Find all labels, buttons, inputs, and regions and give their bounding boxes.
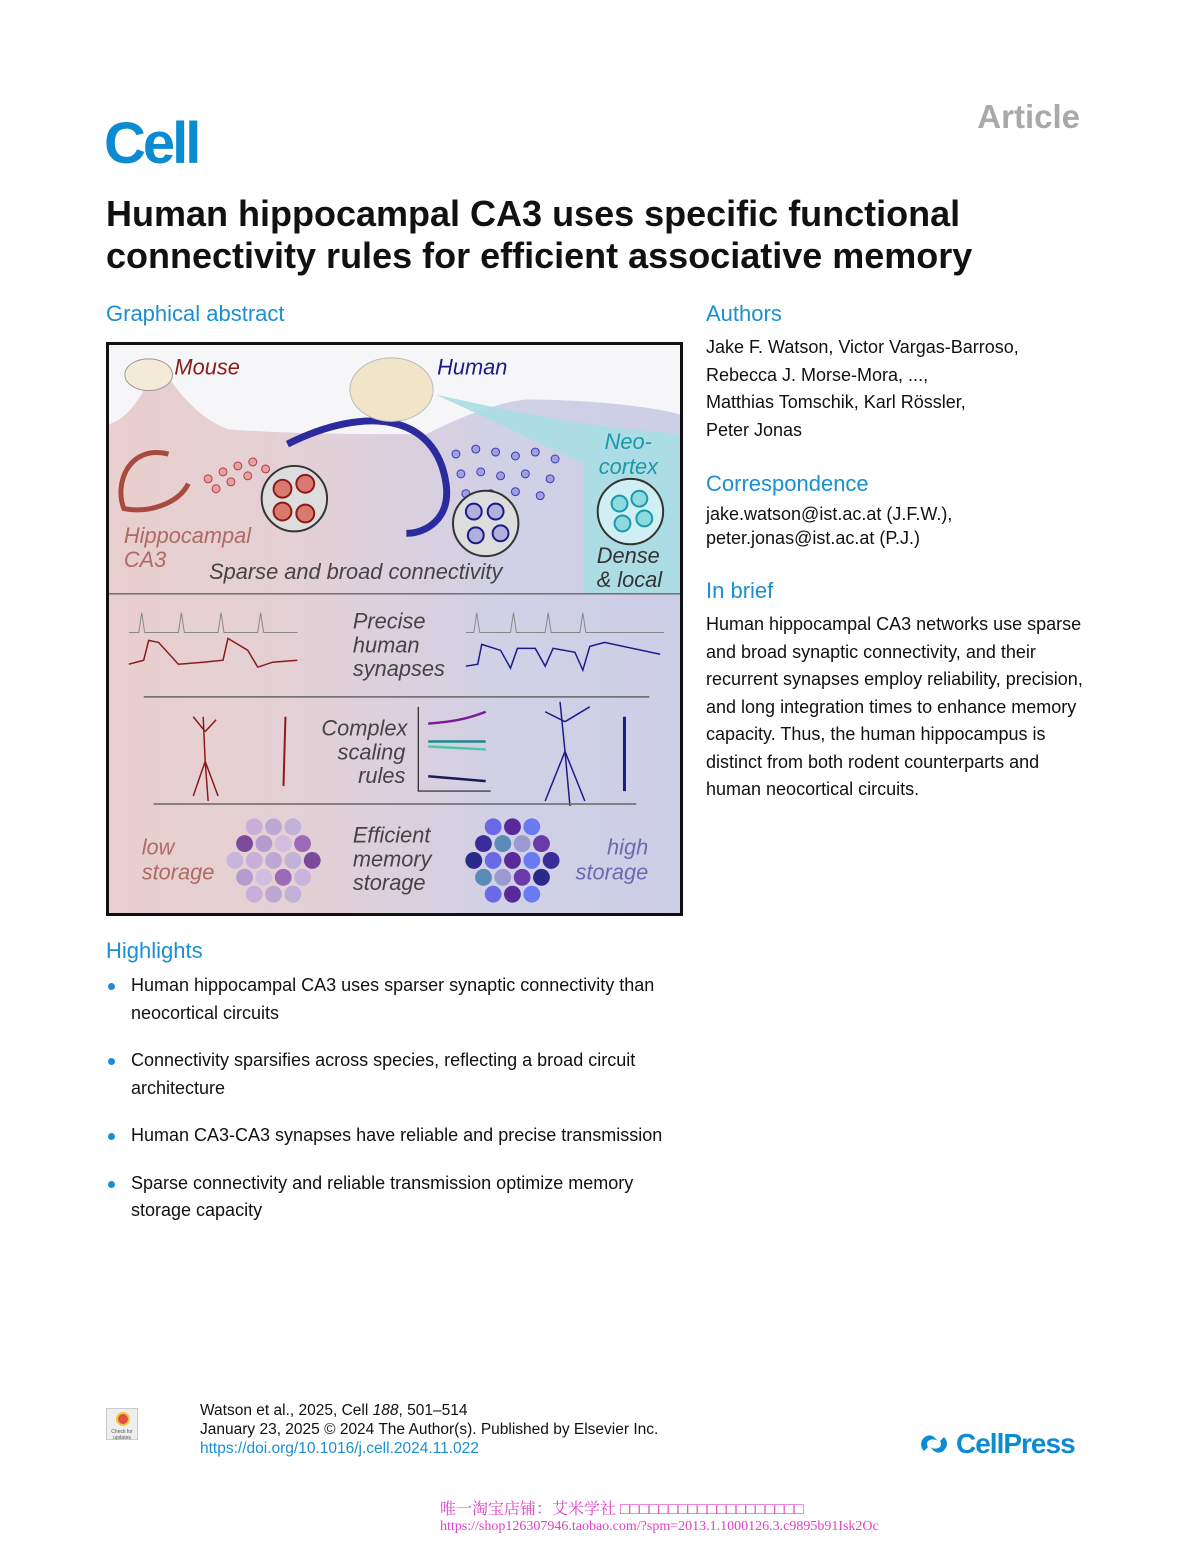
memory-dot (494, 835, 511, 852)
memory-dot (284, 886, 301, 903)
memory-dot (523, 886, 540, 903)
bullet-icon (108, 1058, 115, 1065)
label-memory: memory (352, 846, 432, 872)
memory-dot (504, 852, 521, 869)
memory-dot (304, 852, 321, 869)
memory-dot (475, 835, 492, 852)
label-human: Human (437, 354, 508, 380)
memory-dot (475, 869, 492, 886)
label-human-synapses: human (352, 632, 420, 658)
memory-dot (265, 818, 282, 835)
highlight-text: Human hippocampal CA3 uses sparser synaptic connectivity than neocortical circuits (131, 975, 655, 1023)
authors-heading: Authors (706, 301, 782, 326)
highlight-item (106, 1122, 686, 1150)
label-synapses: synapses (352, 656, 445, 682)
memory-dot (533, 869, 550, 886)
human-brain-icon (350, 358, 433, 421)
memory-dot (465, 852, 482, 869)
watermark-url[interactable]: https://shop126307946.taobao.com/?spm=2013.1.1000126.3.c9895b91Isk2Oc (440, 1519, 879, 1534)
neocortex-connectivity-circle (598, 479, 663, 544)
label-dense: Dense (596, 543, 660, 569)
title-line-2: connectivity rules for efficient associative memory (106, 235, 973, 276)
graphical-abstract-heading: Graphical abstract (106, 301, 285, 326)
highlight-item (106, 1170, 686, 1225)
label-complex: Complex (321, 715, 408, 741)
memory-dot (523, 852, 540, 869)
memory-dot (246, 852, 263, 869)
watermark-shop: 唯一淘宝店铺：艾米学社 □□□□□□□□□□□□□□□□□□□ (440, 1501, 804, 1518)
memory-dot (265, 852, 282, 869)
bullet-icon (108, 1181, 115, 1188)
highlight-text: Connectivity sparsifies across species, reflecting a broad circuit architecture (131, 1050, 636, 1098)
memory-dot (284, 852, 301, 869)
label-precise: Precise (352, 608, 426, 634)
doi-link[interactable]: https://doi.org/10.1016/j.cell.2024.11.022 (200, 1440, 479, 1457)
graphical-abstract (106, 342, 683, 916)
check-for-updates-button[interactable] (106, 1408, 138, 1440)
mouse-connectivity-circle (262, 466, 327, 531)
citation-text: Watson et al., 2025, Cell (200, 1402, 373, 1419)
check-updates-label: Check for updates (111, 1429, 133, 1441)
memory-dot (294, 869, 311, 886)
article-type-label: Article (977, 98, 1080, 135)
memory-dot (275, 869, 292, 886)
label-neo: Neo- (604, 429, 652, 455)
correspondence-emails (706, 502, 952, 550)
label-ca3: CA3 (123, 547, 167, 573)
human-connectivity-circle (453, 491, 518, 556)
bullet-icon (108, 1133, 115, 1140)
in-brief-heading: In brief (706, 578, 774, 603)
memory-dot (533, 835, 550, 852)
memory-dot (485, 886, 502, 903)
memory-dot (246, 818, 263, 835)
label-storage: storage (352, 870, 426, 896)
memory-dot (485, 852, 502, 869)
memory-dot (255, 835, 272, 852)
title-line-1: Human hippocampal CA3 uses specific functional (106, 193, 961, 234)
highlights-heading: Highlights (106, 938, 203, 963)
label-efficient: Efficient (352, 822, 431, 848)
author-line: Rebecca J. Morse-Mora, ..., (706, 364, 929, 385)
memory-dot (255, 869, 272, 886)
label-sparse-connectivity: Sparse and broad connectivity (209, 558, 503, 584)
citation (200, 1401, 658, 1458)
highlights-list (106, 972, 686, 1245)
memory-dot (246, 886, 263, 903)
update-badge-icon (116, 1412, 130, 1426)
pages: , 501–514 (398, 1402, 468, 1419)
label-high: high (607, 834, 649, 860)
cellpress-icon (918, 1429, 950, 1459)
authors-list (706, 334, 1019, 444)
volume: 188 (372, 1402, 399, 1419)
label-hippocampal: Hippocampal (123, 523, 252, 549)
memory-dot (504, 818, 521, 835)
author-line: Peter Jonas (706, 419, 803, 440)
email-link[interactable]: jake.watson@ist.ac.at (J.F.W.), (706, 504, 953, 524)
bullet-icon (108, 983, 115, 990)
author-line: Jake F. Watson, Victor Vargas-Barroso, (706, 337, 1019, 357)
label-cortex: cortex (598, 453, 659, 479)
memory-dot (494, 869, 511, 886)
memory-dot (514, 869, 531, 886)
memory-dot (236, 869, 253, 886)
label-low: low (141, 834, 175, 860)
label-mouse: Mouse (174, 354, 240, 380)
publication-date: January 23, 2025 © 2024 The Author(s). Published by Elsevier Inc. (200, 1421, 659, 1438)
memory-dot (504, 886, 521, 903)
memory-dot (226, 852, 243, 869)
memory-dot (514, 835, 531, 852)
cellpress-logo (918, 1428, 1075, 1460)
in-brief-text: Human hippocampal CA3 networks use sparse and broad synaptic connectivity, and their recurrent synapses employ reliability, precision, and long integration times to enhance memory capacity. Thus, the human hippocampus is distinct from both rodent counterparts and human neocortical circuits. (706, 614, 1083, 799)
label-high-storage: storage (575, 859, 649, 885)
highlight-text: Human CA3-CA3 synapses have reliable and precise transmission (131, 1125, 663, 1145)
label-rules: rules (358, 763, 406, 789)
memory-dot (265, 886, 282, 903)
highlight-item (106, 972, 686, 1027)
label-low-storage: storage (141, 859, 215, 885)
highlight-text: Sparse connectivity and reliable transmission optimize memory storage capacity (131, 1172, 634, 1220)
label-local: & local (596, 566, 663, 592)
paper-title (106, 193, 1106, 277)
highlight-item (106, 1047, 686, 1102)
email-link[interactable]: peter.jonas@ist.ac.at (P.J.) (706, 528, 921, 548)
memory-dot (275, 835, 292, 852)
label-scaling: scaling (337, 739, 406, 765)
cell-journal-logo: Cell (104, 111, 199, 176)
memory-dot (284, 818, 301, 835)
publisher-name: CellPress (956, 1428, 1075, 1459)
author-line: Matthias Tomschik, Karl Rössler, (706, 392, 966, 412)
mouse-brain-icon (125, 359, 173, 391)
memory-dot (543, 852, 560, 869)
memory-dot (294, 835, 311, 852)
memory-dot (523, 818, 540, 835)
memory-dot (236, 835, 253, 852)
correspondence-heading: Correspondence (706, 471, 869, 496)
memory-dot (485, 818, 502, 835)
